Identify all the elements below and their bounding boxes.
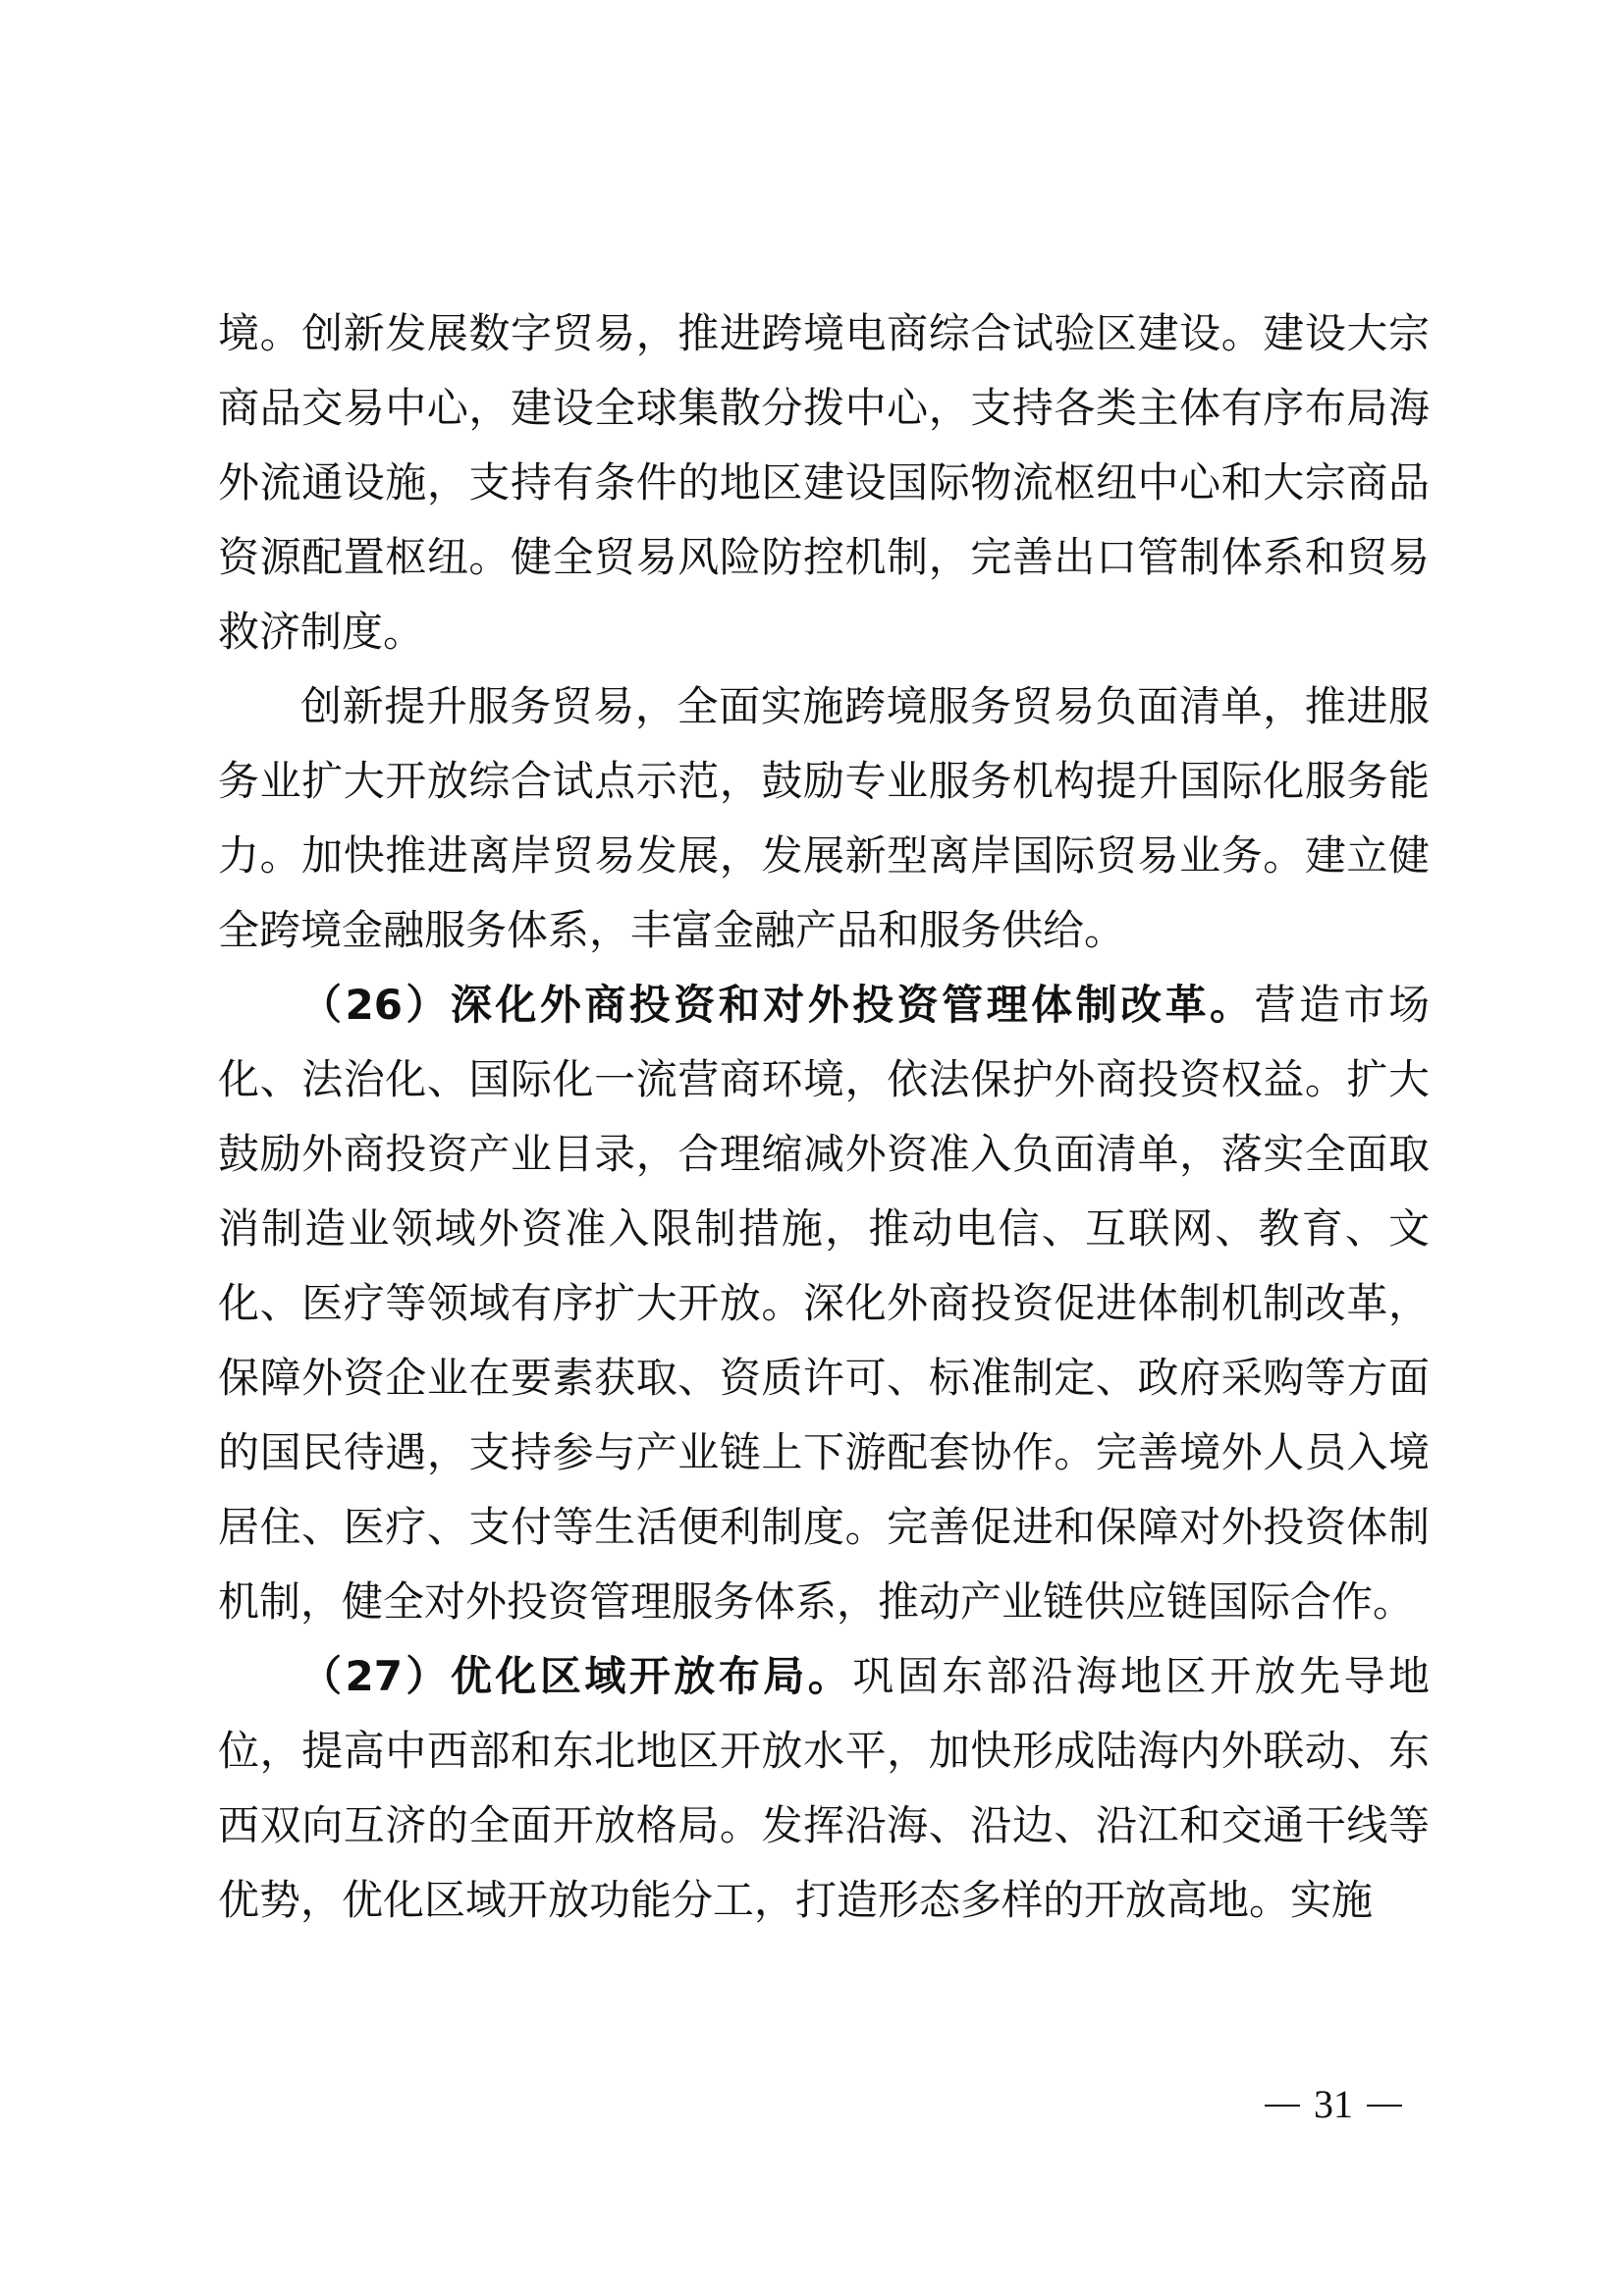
paragraph-text: 境。创新发展数字贸易，推进跨境电商综合试验区建设。建设大宗商品交易中心，建设全球集散分拨中心，支持各类主体有序布局海外流通设施，支持有条件的地区建设国际物流枢纽中心和大宗商品资源配置枢纽。健全贸易风险防控机制，完善出口管制体系和贸易救济制度。	[218, 309, 1430, 656]
paragraph-text: 巩固东部沿海地区开放先导地位，提高中西部和东北地区开放水平，加快形成陆海内外联动、东西双向互济的全面开放格局。发挥沿海、沿边、沿江和交通干线等优势，优化区域开放功能分工，打造形态多样的开放高地。实施	[218, 1652, 1430, 1924]
paragraph-trade-continuation	[218, 296, 1430, 669]
dash-right	[1367, 2105, 1402, 2107]
paragraph-service-trade	[218, 669, 1430, 968]
paragraph-26-foreign-investment	[218, 968, 1430, 1639]
page-number-footer	[1251, 2081, 1416, 2128]
section-heading-26: （26）深化外商投资和对外投资管理体制改革。	[300, 981, 1255, 1029]
dash-left	[1265, 2105, 1300, 2107]
paragraph-text: 创新提升服务贸易，全面实施跨境服务贸易负面清单，推进服务业扩大开放综合试点示范，鼓励专业服务机构提升国际化服务能力。加快推进离岸贸易发展，发展新型离岸国际贸易业务。建立健全跨境金融服务体系，丰富金融产品和服务供给。	[218, 682, 1430, 954]
paragraph-27-regional-opening	[218, 1639, 1430, 1938]
paragraph-text: 营造市场化、法治化、国际化一流营商环境，依法保护外商投资权益。扩大鼓励外商投资产业目录，合理缩减外资准入负面清单，落实全面取消制造业领域外资准入限制措施，推动电信、互联网、教育、文化、医疗等领域有序扩大开放。深化外商投资促进体制机制改革，保障外资企业在要素获取、资质许可、标准制定、政府采购等方面的国民待遇，支持参与产业链上下游配套协作。完善境外人员入境居住、医疗、支付等生活便利制度。完善促进和保障对外投资体制机制，健全对外投资管理服务体系，推动产业链供应链国际合作。	[218, 981, 1430, 1626]
body-text	[218, 296, 1430, 1938]
section-heading-27: （27）优化区域开放布局。	[300, 1652, 853, 1700]
page-number: 31	[1314, 2082, 1353, 2126]
